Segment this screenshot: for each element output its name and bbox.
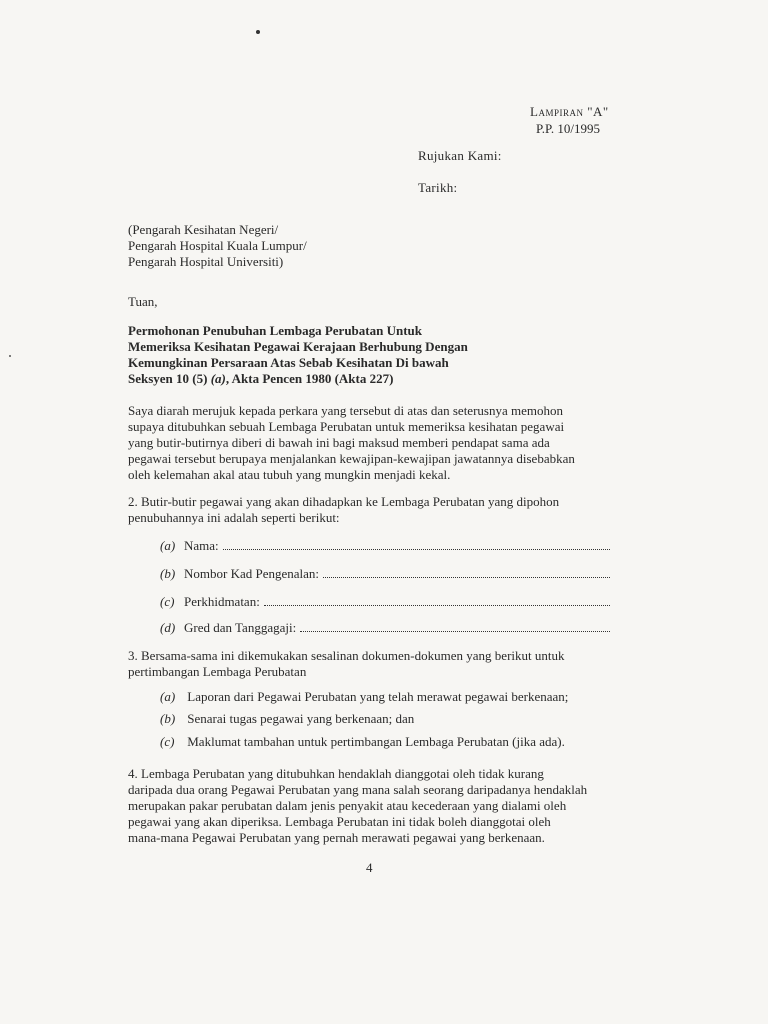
item-text: Maklumat tambahan untuk pertimbangan Lembaga Perubatan (jika ada). — [187, 734, 565, 749]
paragraph-line: pegawai tersebut berupaya menjalankan kewajipan-kewajipan jawatannya disebabkan — [128, 451, 575, 466]
item-text: Senarai tugas pegawai yang berkenaan; dan — [187, 711, 415, 726]
paragraph-2 — [128, 494, 614, 526]
document-item — [160, 734, 565, 750]
field-letter: (a) — [160, 538, 176, 553]
field-dotted-line[interactable] — [223, 539, 610, 550]
reference-label: Rujukan Kami: — [418, 148, 502, 163]
paragraph-1 — [128, 403, 614, 483]
paragraph-line: 3. Bersama-sama ini dikemukakan sesalinan dokumen-dokumen yang berikut untuk — [128, 648, 565, 663]
field-dotted-line[interactable] — [264, 595, 610, 606]
paragraph-line: oleh kelemahan akal atau tubuh yang mungkin menjadi kekal. — [128, 467, 451, 482]
paragraph-line: daripada dua orang Pegawai Perubatan yang mana salah seorang daripadanya hendaklah — [128, 782, 588, 797]
paragraph-line: Saya diarah merujuk kepada perkara yang tersebut di atas dan seterusnya memohon — [128, 403, 563, 418]
paragraph-line: merupakan pakar perubatan dalam jenis penyakit atau kecederaan yang dialami oleh — [128, 798, 567, 813]
scan-speck — [256, 30, 260, 34]
field-grade-salary[interactable] — [160, 620, 610, 636]
date-label: Tarikh: — [418, 180, 458, 195]
scan-speck-small — [9, 355, 11, 357]
subject-line: Permohonan Penubuhan Lembaga Perubatan Untuk — [128, 323, 422, 338]
addressee-block — [128, 222, 307, 270]
document-item — [160, 689, 568, 705]
subject-heading — [128, 323, 648, 387]
field-label: Perkhidmatan: — [184, 594, 260, 609]
field-name[interactable] — [160, 538, 610, 554]
item-letter: (a) — [160, 689, 176, 704]
paragraph-line: pertimbangan Lembaga Perubatan — [128, 664, 307, 679]
addressee-line: Pengarah Hospital Kuala Lumpur/ — [128, 238, 307, 253]
field-service[interactable] — [160, 594, 610, 610]
item-letter: (b) — [160, 711, 176, 726]
item-letter: (c) — [160, 734, 175, 749]
field-letter: (c) — [160, 594, 175, 609]
paragraph-line: 4. Lembaga Perubatan yang ditubuhkan hendaklah dianggotai oleh tidak kurang — [128, 766, 544, 781]
paragraph-line: supaya ditubuhkan sebuah Lembaga Perubatan untuk memeriksa kesihatan pegawai — [128, 419, 565, 434]
field-label: Gred dan Tanggagaji: — [184, 620, 297, 635]
subject-line: Kemungkinan Persaraan Atas Sebab Kesihatan Di bawah — [128, 355, 449, 370]
field-letter: (d) — [160, 620, 176, 635]
field-label: Nama: — [184, 538, 219, 553]
regulation-number: P.P. 10/1995 — [536, 121, 600, 136]
addressee-line: (Pengarah Kesihatan Negeri/ — [128, 222, 279, 237]
field-ic-number[interactable] — [160, 566, 610, 582]
subject-line-last — [128, 371, 648, 387]
paragraph-line: yang butir-butirnya diberi di bawah ini bagi maksud memberi pendapat sama ada — [128, 435, 550, 450]
paragraph-3 — [128, 648, 614, 680]
field-dotted-line[interactable] — [300, 621, 610, 632]
paragraph-line: 2. Butir-butir pegawai yang akan dihadapkan ke Lembaga Perubatan yang dipohon — [128, 494, 560, 509]
paragraph-4 — [128, 766, 614, 846]
paragraph-line: penubuhannya ini adalah seperti berikut: — [128, 510, 340, 525]
field-dotted-line[interactable] — [323, 567, 610, 578]
document-header — [530, 103, 609, 137]
appendix-label: Lampiran "A" — [530, 104, 609, 119]
subject-act-suffix: , Akta Pencen 1980 (Akta 227) — [225, 371, 394, 386]
subject-act-subsection: (a) — [210, 371, 226, 386]
subject-act-prefix: Seksyen 10 (5) — [128, 371, 211, 386]
paragraph-line: mana-mana Pegawai Perubatan yang pernah merawati pegawai yang berkenaan. — [128, 830, 545, 845]
salutation: Tuan, — [128, 294, 158, 309]
subject-line: Memeriksa Kesihatan Pegawai Kerajaan Berhubung Dengan — [128, 339, 468, 354]
field-letter: (b) — [160, 566, 176, 581]
page-number: 4 — [366, 860, 373, 875]
paragraph-line: pegawai yang akan diperiksa. Lembaga Perubatan ini tidak boleh dianggotai oleh — [128, 814, 551, 829]
addressee-line: Pengarah Hospital Universiti) — [128, 254, 284, 269]
document-item — [160, 711, 414, 727]
field-label: Nombor Kad Pengenalan: — [184, 566, 320, 581]
item-text: Laporan dari Pegawai Perubatan yang telah merawat pegawai berkenaan; — [187, 689, 569, 704]
